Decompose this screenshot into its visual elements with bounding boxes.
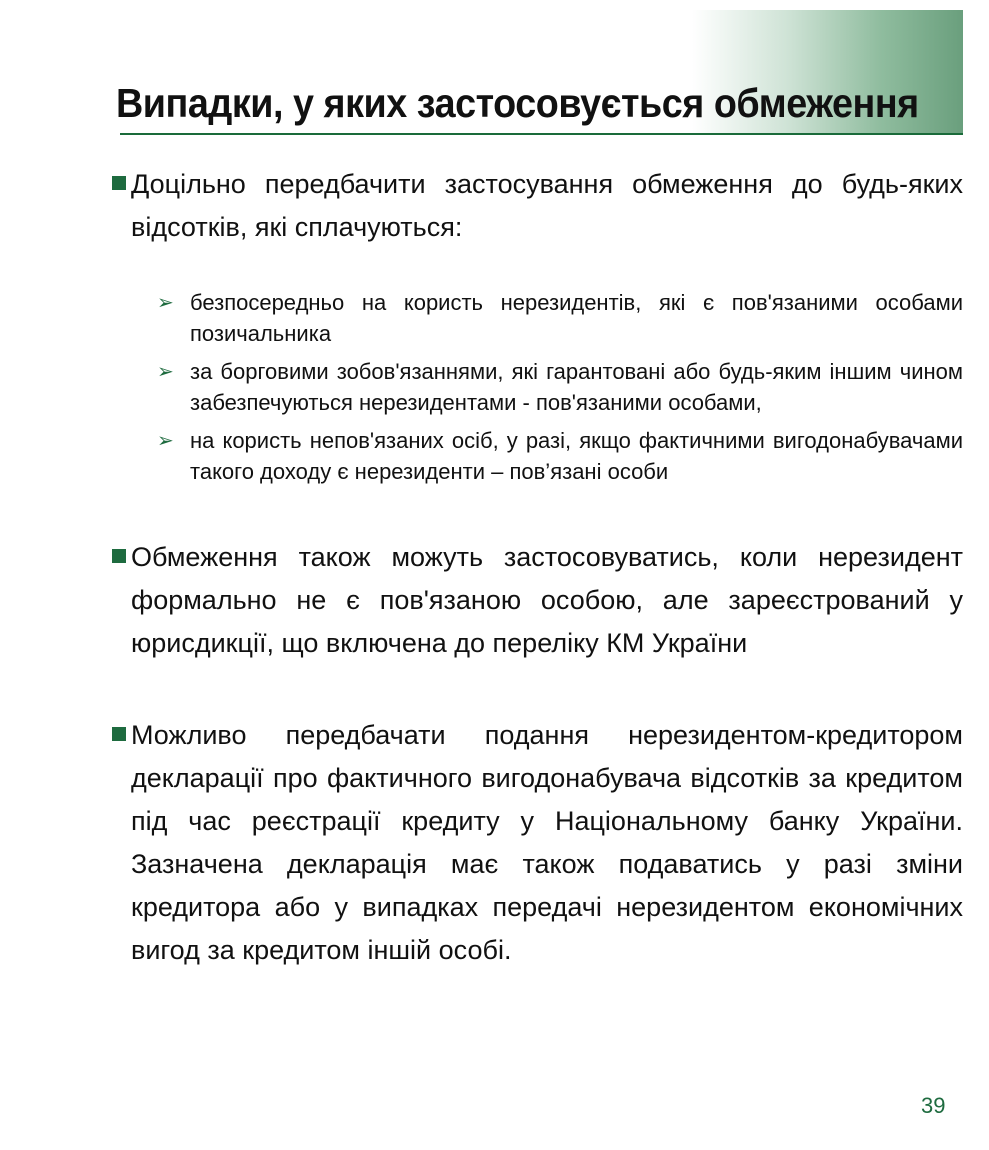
bullet-item-2 bbox=[112, 536, 963, 665]
sub-list bbox=[155, 287, 963, 494]
bullet-text: Доцільно передбачити застосування обмеження до будь-яких відсотків, які сплачуються: bbox=[131, 169, 963, 242]
slide-title: Випадки, у яких застосовується обмеження bbox=[116, 80, 919, 126]
square-bullet-icon bbox=[112, 727, 126, 741]
sub-item-1 bbox=[155, 287, 963, 349]
title-divider bbox=[120, 133, 963, 135]
page-number: 39 bbox=[921, 1093, 946, 1118]
arrow-bullet-icon: ➢ bbox=[157, 361, 174, 383]
bullet-item-1 bbox=[112, 163, 963, 249]
sub-item-text: на користь непов'язаних осіб, у разі, якщо фактичними вигодонабувачами такого доходу є нерезиденти – пов’язані особи bbox=[190, 428, 963, 484]
sub-item-2 bbox=[155, 356, 963, 418]
sub-item-3 bbox=[155, 425, 963, 487]
sub-item-text: безпосередньо на користь нерезидентів, які є пов'язаними особами позичальника bbox=[190, 290, 963, 346]
bullet-text: Обмеження також можуть застосовуватись, коли нерезидент формально не є пов'язаною особою, але зареєстрований у юрисдикції, що включена до переліку КМ України bbox=[131, 542, 963, 658]
sub-item-text: за борговими зобов'язаннями, які гарантовані або будь-яким іншим чином забезпечуються нерезидентами - пов'язаними особами, bbox=[190, 359, 963, 415]
arrow-bullet-icon: ➢ bbox=[157, 430, 174, 452]
square-bullet-icon bbox=[112, 549, 126, 563]
bullet-item-3 bbox=[112, 714, 963, 972]
square-bullet-icon bbox=[112, 176, 126, 190]
bullet-text: Можливо передбачати подання нерезидентом-кредитором декларації про фактичного вигодонабувача відсотків за кредитом під час реєстрації кредиту у Національному банку України. Зазначена декларація має також подаватись у разі зміни кредитора або у випадках передачі нерезидентом економічних вигод за кредитом іншій особі. bbox=[131, 720, 963, 965]
arrow-bullet-icon: ➢ bbox=[157, 292, 174, 314]
